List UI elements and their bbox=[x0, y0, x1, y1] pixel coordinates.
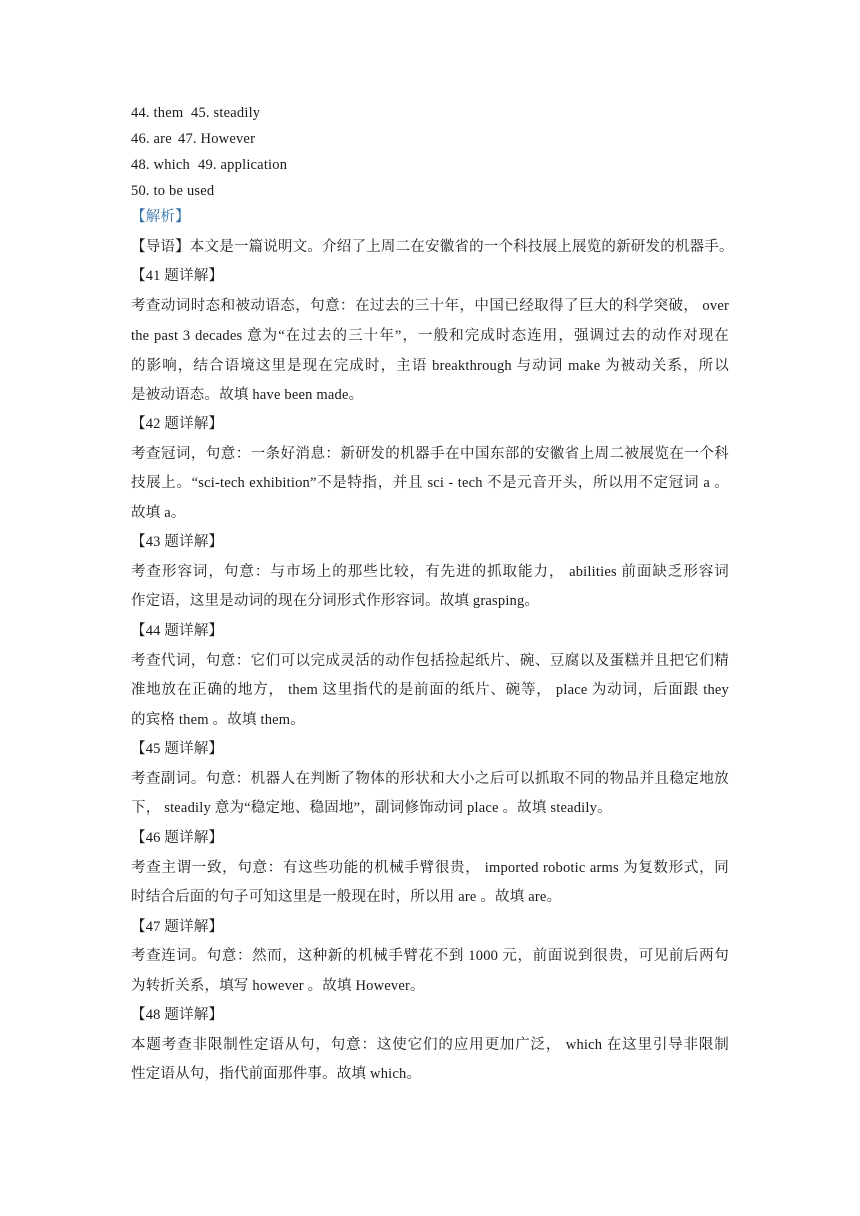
answer-49: 49. application bbox=[198, 157, 288, 173]
section-heading: 【43 题详解】 bbox=[131, 534, 224, 550]
explanation-line: 下， steadily 意为“稳定地、稳固地”，副词修饰动词 place 。故填 steadily。 bbox=[131, 800, 612, 816]
answer-row bbox=[131, 181, 214, 201]
section-heading: 【41 题详解】 bbox=[131, 268, 224, 284]
explanation-line: 为转折关系，填写 however 。故填 However。 bbox=[131, 978, 425, 994]
answer-row bbox=[131, 129, 255, 149]
explanation-line: 考查连词。句意：然而，这种新的机械手臂花不到 1000 元，前面说到很贵，可见前后两句 bbox=[131, 948, 729, 964]
answer-45: 45. steadily bbox=[191, 105, 261, 121]
answer-48: 48. which bbox=[131, 157, 190, 173]
section-heading: 【47 题详解】 bbox=[131, 919, 224, 935]
explanation-line: 考查冠词，句意：一条好消息：新研发的机器手在中国东部的安徽省上周二被展览在一个科 bbox=[131, 446, 729, 462]
explanation-line: 考查副词。句意：机器人在判断了物体的形状和大小之后可以抓取不同的物品并且稳定地放 bbox=[131, 771, 729, 787]
explanation-line: 本题考查非限制性定语从句，句意：这使它们的应用更加广泛， which 在这里引导非限制 bbox=[131, 1037, 729, 1053]
section-heading: 【48 题详解】 bbox=[131, 1007, 224, 1023]
answer-46: 46. are bbox=[131, 131, 172, 147]
guide-paragraph: 【导语】本文是一篇说明文。介绍了上周二在安徽省的一个科技展上展览的新研发的机器手。 bbox=[131, 239, 734, 255]
answer-44: 44. them bbox=[131, 105, 184, 121]
explanation-line: 作定语，这里是动词的现在分词形式作形容词。故填 grasping。 bbox=[131, 593, 540, 609]
explanation-line: 性定语从句，指代前面那件事。故填 which。 bbox=[131, 1066, 422, 1082]
explanation-line: 的宾格 them 。故填 them。 bbox=[131, 712, 305, 728]
explanation-line: 考查形容词，句意：与市场上的那些比较，有先进的抓取能力， abilities 前面缺乏形容词 bbox=[131, 564, 729, 580]
explanation-line: the past 3 decades 意为“在过去的三十年”，一般和完成时态连用，强调过去的动作对现在 bbox=[131, 328, 729, 344]
section-heading: 【42 题详解】 bbox=[131, 416, 224, 432]
explanation-line: 考查代词，句意：它们可以完成灵活的动作包括捡起纸片、碗、豆腐以及蛋糕并且把它们精 bbox=[131, 653, 729, 669]
explanation-line: 考查动词时态和被动语态，句意：在过去的三十年，中国已经取得了巨大的科学突破， over bbox=[131, 298, 729, 314]
explanation-line: 准地放在正确的地方， them 这里指代的是前面的纸片、碗等， place 为动词，后面跟 they bbox=[131, 682, 729, 698]
answer-row bbox=[131, 103, 260, 123]
answer-row bbox=[131, 155, 287, 175]
answer-47: 47. However bbox=[178, 131, 256, 147]
section-heading: 【46 题详解】 bbox=[131, 830, 224, 846]
explanation-line: 故填 a。 bbox=[131, 505, 186, 521]
section-heading: 【44 题详解】 bbox=[131, 623, 224, 639]
explanation-line: 技展上。“sci-tech exhibition”不是特指，并且 sci - tech 不是元音开头，所以用不定冠词 a 。 bbox=[131, 475, 729, 491]
analysis-label: 【解析】 bbox=[131, 209, 190, 225]
answer-50: 50. to be used bbox=[131, 183, 215, 199]
explanation-line: 的影响，结合语境这里是现在完成时，主语 breakthrough 与动词 make 为被动关系，所以 bbox=[131, 358, 729, 374]
explanation-line: 是被动语态。故填 have been made。 bbox=[131, 387, 364, 403]
explanation-line: 考查主谓一致，句意：有这些功能的机械手臂很贵， imported robotic arms 为复数形式，同 bbox=[131, 860, 729, 876]
section-heading: 【45 题详解】 bbox=[131, 741, 224, 757]
explanation-line: 时结合后面的句子可知这里是一般现在时，所以用 are 。故填 are。 bbox=[131, 889, 562, 905]
